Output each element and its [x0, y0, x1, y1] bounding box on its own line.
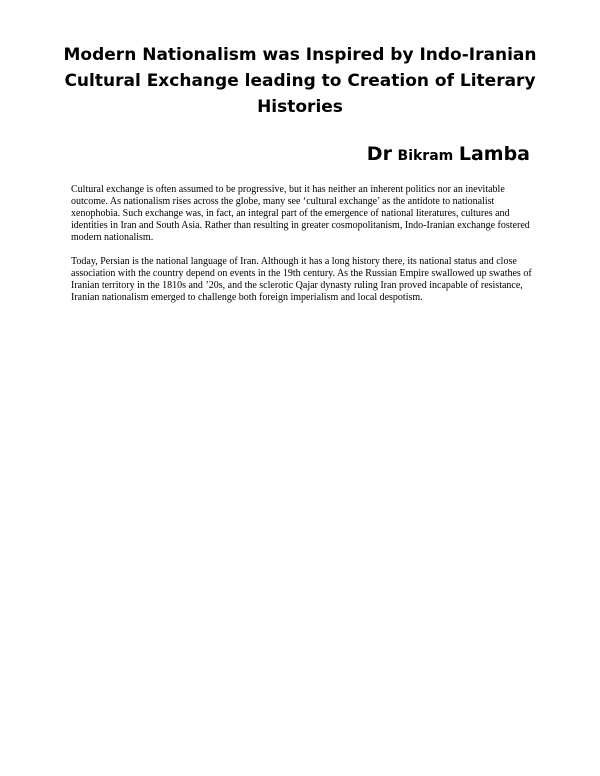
author-line [367, 143, 530, 165]
author-first-name: Bikram [397, 148, 454, 164]
paragraph: Today, Persian is the national language of Iran. Although it has a long history there, its national status and close association with the country depend on events in the 19th century. As the Russian Empire swallowed up swathes of Iranian territory in the 1810s and ’20s, and the sclerotic Qajar dynasty ruling Iran proved incapable of resistance, Iranian nationalism emerged to challenge both foreign imperialism and local despotism. [71, 256, 532, 303]
paragraph: Cultural exchange is often assumed to be progressive, but it has neither an inherent politics nor an inevitable outcome. As nationalism rises across the globe, many see ‘cultural exchange’ as the antidote to nationalist xenophobia. Such exchange was, in fact, an integral part of the emergence of national literatures, cultures and identities in Iran and South Asia. Rather than resulting in greater cosmopolitanism, Indo-Iranian exchange fostered modern nationalism. [71, 184, 530, 243]
article-body [71, 184, 533, 316]
author-last-name: Lamba [458, 143, 530, 165]
document-title: Modern Nationalism was Inspired by Indo-Iranian Cultural Exchange leading to Creation of Literary Histories [63, 45, 537, 117]
author-prefix: Dr [366, 143, 392, 165]
